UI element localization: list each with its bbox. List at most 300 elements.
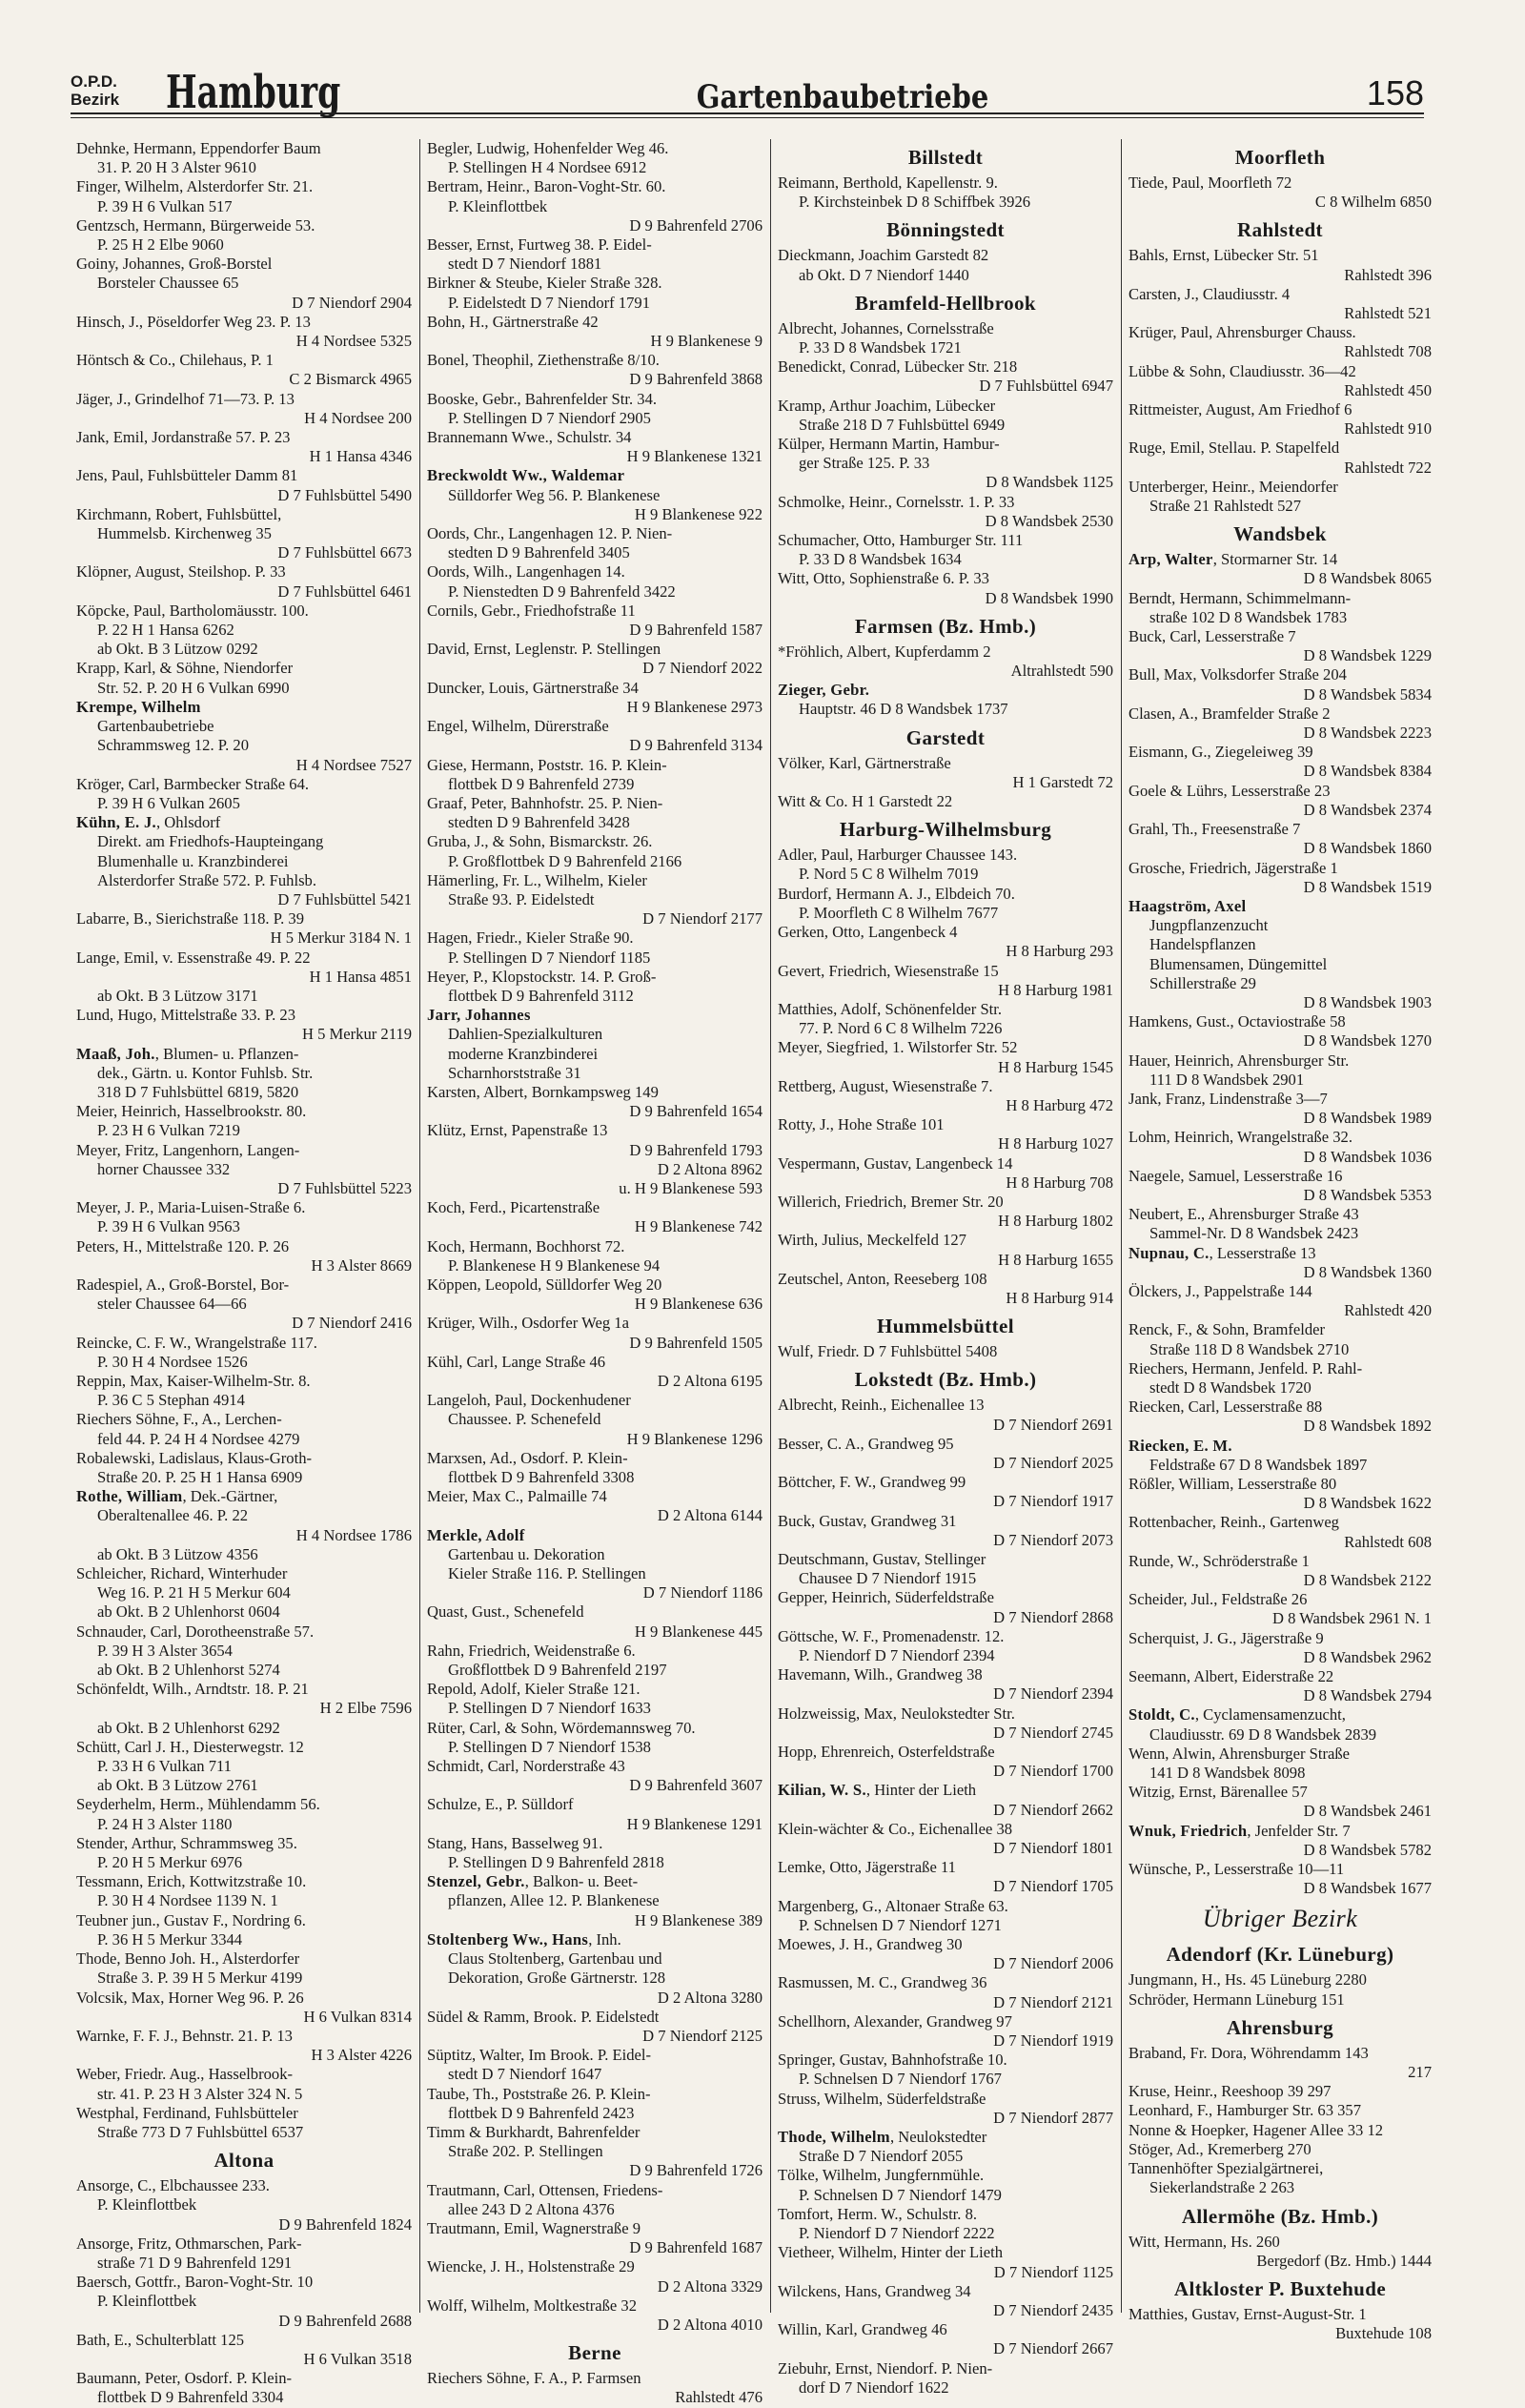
phone-line: D 7 Fuhlsbüttel 6673 xyxy=(277,543,412,562)
entry-line: 141 D 8 Wandsbek 8098 xyxy=(1149,1764,1306,1783)
directory-entry xyxy=(427,756,762,794)
entry-name: Seemann, Albert xyxy=(1128,1667,1234,1686)
entry-name: Köpcke, Paul xyxy=(76,601,162,620)
entry-name: Zieger, Gebr. xyxy=(778,681,870,700)
entry-line: Repold, Adolf, Kieler Straße 121. xyxy=(427,1680,640,1699)
phone-line: H 9 Blankenese 1296 xyxy=(626,1429,762,1448)
entry-line: Lund, Hugo, Mittelstraße 33. P. 23 xyxy=(76,1006,295,1025)
entry-line: Teubner jun., Gustav F., Nordring 6. xyxy=(76,1910,306,1929)
header-rule-thin xyxy=(71,117,1424,118)
entry-name: Schleicher, Richard xyxy=(76,1564,201,1583)
entry-line: dorf D 7 Niendorf 1622 xyxy=(799,2377,949,2397)
directory-entry xyxy=(1128,1437,1432,1475)
entry-name: Hämerling, Fr. L. xyxy=(427,870,538,889)
directory-entry xyxy=(427,1198,762,1236)
entry-line: Südel & Ramm, Brook. P. Eidelstedt xyxy=(427,2007,660,2026)
directory-entry xyxy=(778,2090,1113,2128)
entry-name: Seyderhelm, Herm. xyxy=(76,1795,200,1814)
entry-line: Rahn, Friedrich, Weidenstraße 6. xyxy=(427,1641,636,1660)
directory-entry xyxy=(76,1449,412,1487)
entry-line: Bonel, Theophil, Ziethenstraße 8/10. xyxy=(427,351,660,370)
directory-entry xyxy=(1128,2044,1432,2082)
entry-name: Brannemann Wwe. xyxy=(427,428,549,447)
entry-line: Kramp, Arthur Joachim, Lübecker xyxy=(778,396,996,415)
phone-line: H 1 Hansa 4346 xyxy=(309,447,412,466)
entry-name: Besser, Ernst xyxy=(427,235,510,255)
entry-line: Nupnau, C., Lesserstraße 13 xyxy=(1128,1243,1316,1262)
entry-line: Stender, Arthur, Schrammsweg 35. xyxy=(76,1833,297,1852)
entry-name: Arp, Walter xyxy=(1128,550,1213,569)
entry-line: moderne Kranzbinderei xyxy=(448,1044,599,1063)
directory-entry xyxy=(76,1334,412,1372)
phone-line: D 7 Niendorf 2177 xyxy=(642,909,762,929)
entry-line: Vespermann, Gustav, Langenbeck 14 xyxy=(778,1153,1013,1173)
phone-line: D 7 Niendorf 2435 xyxy=(993,2300,1113,2319)
entry-line: Unterberger, Heinr., Meiendorfer xyxy=(1128,477,1338,496)
entry-name: Unterberger, Heinr. xyxy=(1128,477,1251,496)
directory-entry xyxy=(427,1314,762,1352)
directory-entry xyxy=(427,1680,762,1718)
directory-entry xyxy=(778,569,1113,607)
directory-entry xyxy=(778,1897,1113,1935)
phone-line: D 7 Niendorf 2022 xyxy=(642,659,762,678)
directory-entry xyxy=(1128,1320,1432,1358)
entry-name: Jarr, Johannes xyxy=(427,1006,531,1025)
phone-line: C 2 Bismarck 4965 xyxy=(289,370,412,389)
entry-line: Rettberg, August, Wiesenstraße 7. xyxy=(778,1076,993,1095)
entry-name: Stang, Hans xyxy=(427,1833,504,1852)
entry-name: Graaf, Peter xyxy=(427,793,503,812)
entry-line: Völker, Karl, Gärtnerstraße xyxy=(778,753,951,772)
entry-name: Wolff, Wilhelm xyxy=(427,2296,526,2315)
entry-line: Baumann, Peter, Osdorf. P. Klein- xyxy=(76,2369,293,2388)
entry-name: Matthies, Adolf xyxy=(778,999,878,1018)
entry-line: Arp, Walter, Stormarner Str. 14 xyxy=(1128,550,1338,569)
entry-name: Schmolke, Heinr. xyxy=(778,492,888,511)
entry-line: Tomfort, Herm. W., Schulstr. 8. xyxy=(778,2204,978,2223)
directory-entry xyxy=(76,1622,412,1681)
directory-entry xyxy=(76,139,412,177)
page-header xyxy=(71,63,1424,137)
entry-line: Booske, Gebr., Bahrenfelder Str. 34. xyxy=(427,389,658,408)
entry-name: Ansorge, Fritz xyxy=(76,2234,168,2253)
entry-name: Gruba, J. xyxy=(427,832,485,851)
entry-line: Külper, Hermann Martin, Hambur- xyxy=(778,435,1000,454)
directory-entry xyxy=(1128,2121,1432,2140)
directory-entry xyxy=(76,602,412,660)
phone-line: D 8 Wandsbek 2223 xyxy=(1303,724,1432,743)
phone-line: D 8 Wandsbek 2530 xyxy=(985,511,1113,530)
directory-entry xyxy=(778,2359,1113,2398)
entry-line: Höntsch & Co., Chilehaus, P. 1 xyxy=(76,351,274,370)
entry-line: Riecken, Carl, Lesserstraße 88 xyxy=(1128,1398,1323,1417)
entry-line: str. 41. P. 23 H 3 Alster 324 N. 5 xyxy=(97,2084,303,2103)
phone-line: H 8 Harburg 914 xyxy=(1006,1288,1113,1307)
entry-name: Engel, Wilhelm xyxy=(427,717,527,736)
entry-line: Hinsch, J., Pöseldorfer Weg 23. P. 13 xyxy=(76,312,311,331)
entry-line: 31. P. 20 H 3 Alster 9610 xyxy=(97,158,256,177)
phone-line: D 7 Niendorf 2025 xyxy=(993,1453,1113,1472)
phone-line: D 8 Wandsbek 1860 xyxy=(1303,839,1432,858)
entry-name: Bertram, Heinr. xyxy=(427,177,526,196)
directory-entry xyxy=(76,1006,412,1044)
directory-entry xyxy=(427,235,762,274)
entry-line: Jungmann, H., Hs. 45 Lüneburg 2280 xyxy=(1128,1970,1367,1990)
entry-name: Köppen, Leopold xyxy=(427,1275,539,1294)
entry-name: Heyer, P. xyxy=(427,967,484,986)
entry-line: P. Moorfleth C 8 Wilhelm 7677 xyxy=(799,903,999,922)
phone-line: H 4 Nordsee 1786 xyxy=(295,1525,412,1544)
entry-name: Lund, Hugo xyxy=(76,1006,153,1025)
entry-name: Willin, Karl xyxy=(778,2320,854,2339)
phone-line: D 7 Niendorf 2877 xyxy=(993,2108,1113,2127)
entry-name: Radespiel, A. xyxy=(76,1275,161,1294)
phone-line: H 8 Harburg 293 xyxy=(1006,942,1113,961)
phone-line: D 2 Altona 3329 xyxy=(657,2276,762,2296)
directory-entry xyxy=(778,1193,1113,1231)
directory-entry xyxy=(1128,704,1432,743)
entry-name: Reincke, C. F. W. xyxy=(76,1333,188,1352)
entry-name: Deutschmann, Gustav xyxy=(778,1549,917,1568)
directory-entry xyxy=(778,1038,1113,1076)
entry-name: Teubner jun., Gustav F. xyxy=(76,1910,225,1929)
entry-name: Schütt, Carl J. H. xyxy=(76,1737,186,1756)
entry-line: Göttsche, W. F., Promenadenstr. 12. xyxy=(778,1626,1005,1645)
entry-name: Rahn, Friedrich xyxy=(427,1641,527,1660)
directory-entry xyxy=(778,435,1113,493)
entry-line: stedt D 8 Wandsbek 1720 xyxy=(1149,1377,1312,1397)
directory-entry xyxy=(1128,1590,1432,1628)
entry-name: Benedickt, Conrad xyxy=(778,357,897,377)
entry-line: Dieckmann, Joachim Garstedt 82 xyxy=(778,246,989,265)
entry-line: Straße D 7 Niendorf 2055 xyxy=(799,2147,964,2166)
entry-line: Schleicher, Richard, Winterhuder xyxy=(76,1564,288,1583)
bezirk-label: Bezirk xyxy=(71,91,120,109)
entry-name: Westphal, Ferdinand xyxy=(76,2103,207,2122)
entry-name: Stenzel, Gebr. xyxy=(427,1872,525,1891)
entry-line: Finger, Wilhelm, Alsterdorfer Str. 21. xyxy=(76,177,314,196)
entry-name: Burdorf, Hermann A. J. xyxy=(778,884,927,903)
entry-name: Höntsch & Co. xyxy=(76,351,173,370)
entry-line: P. 20 H 5 Merkur 6976 xyxy=(97,1853,243,1872)
directory-entry xyxy=(76,2065,412,2103)
entry-name: Springer, Gustav xyxy=(778,2051,884,2070)
phone-line: D 8 Wandsbek 8065 xyxy=(1303,569,1432,588)
phone-line: D 7 Niendorf 2125 xyxy=(642,2026,762,2045)
phone-line: D 7 Niendorf 1186 xyxy=(642,1583,762,1602)
directory-entry xyxy=(427,139,762,177)
directory-entry xyxy=(76,949,412,1007)
entry-name: Meier, Max C. xyxy=(427,1487,520,1506)
entry-line: Clasen, A., Bramfelder Straße 2 xyxy=(1128,704,1331,723)
directory-entry xyxy=(427,2296,762,2335)
entry-line: Trautmann, Carl, Ottensen, Friedens- xyxy=(427,2180,663,2199)
entry-line: Klöpner, August, Steilshop. P. 33 xyxy=(76,562,286,582)
entry-line: Schröder, Hermann Lüneburg 151 xyxy=(1128,1990,1345,2009)
locality-heading: Bönningstedt xyxy=(886,218,1005,242)
entry-name: Hagen, Friedr. xyxy=(427,929,518,948)
phone-line: D 7 Niendorf 1700 xyxy=(993,1762,1113,1781)
phone-line: D 9 Bahrenfeld 1587 xyxy=(629,621,762,640)
directory-entry xyxy=(76,390,412,428)
entry-name: Tomfort, Herm. W. xyxy=(778,2204,899,2223)
directory-entry xyxy=(76,313,412,351)
entry-name: Vietheer, Wilhelm xyxy=(778,2243,893,2262)
directory-entry xyxy=(778,962,1113,1000)
entry-line: P. Schnelsen D 7 Niendorf 1479 xyxy=(799,2185,1002,2204)
entry-line: Sülldorfer Weg 56. P. Blankenese xyxy=(448,485,661,504)
directory-entry xyxy=(76,1680,412,1738)
entry-line: Meyer, Siegfried, 1. Wilstorfer Str. 52 xyxy=(778,1038,1018,1057)
entry-line: *Fröhlich, Albert, Kupferdamm 2 xyxy=(778,642,991,661)
entry-line: flottbek D 9 Bahrenfeld 2423 xyxy=(448,2103,635,2122)
entry-name: Renck, F. xyxy=(1128,1320,1189,1339)
entry-name: Rößler, William xyxy=(1128,1475,1230,1493)
entry-name: Reimann, Berthold xyxy=(778,173,899,192)
directory-entry xyxy=(427,1006,762,1083)
entry-line: Wulf, Friedr. D 7 Fuhlsbüttel 5408 xyxy=(778,1342,998,1361)
entry-line: Straße 218 D 7 Fuhlsbüttel 6949 xyxy=(799,415,1006,434)
directory-entry xyxy=(778,1342,1113,1361)
entry-line: Süptitz, Walter, Im Brook. P. Eidel- xyxy=(427,2046,652,2065)
entry-line: ger Straße 125. P. 33 xyxy=(799,454,930,473)
entry-line: dek., Gärtn. u. Kontor Fuhlsb. Str. xyxy=(97,1063,314,1082)
directory-entry xyxy=(76,1275,412,1334)
entry-name: Bahls, Ernst xyxy=(1128,246,1207,265)
entry-line: Hauer, Heinrich, Ahrensburger Str. xyxy=(1128,1051,1350,1070)
entry-line: Tölke, Wilhelm, Jungfernmühle. xyxy=(778,2166,985,2185)
directory-entry xyxy=(1128,1282,1432,1320)
directory-entry xyxy=(427,2219,762,2257)
entry-line: horner Chaussee 332 xyxy=(97,1159,231,1178)
entry-line: Jäger, J., Grindelhof 71—73. P. 13 xyxy=(76,389,295,408)
entry-name: Kilian, W. S. xyxy=(778,1781,866,1800)
entry-line: flottbek D 9 Bahrenfeld 3308 xyxy=(448,1468,635,1487)
directory-entry xyxy=(778,1473,1113,1511)
entry-line: Oords, Chr., Langenhagen 12. P. Nien- xyxy=(427,524,673,543)
entry-name: Holzweissig, Max xyxy=(778,1704,893,1723)
entry-line: Riechers Söhne, F. A., P. Farmsen xyxy=(427,2369,641,2388)
directory-entry xyxy=(1128,2159,1432,2197)
entry-line: Hopp, Ehrenreich, Osterfeldstraße xyxy=(778,1743,995,1762)
entry-line: Kröger, Carl, Barmbecker Straße 64. xyxy=(76,774,310,793)
directory-entry xyxy=(76,2104,412,2142)
entry-name: Nupnau, C. xyxy=(1128,1243,1210,1262)
entry-line: Schumacher, Otto, Hamburger Str. 111 xyxy=(778,531,1024,550)
phone-line: D 7 Niendorf 2691 xyxy=(993,1415,1113,1434)
entry-name: Krapp, Karl, & Söhne xyxy=(76,659,216,678)
directory-entry xyxy=(1128,1822,1432,1860)
entry-line: Riechers, Hermann, Jenfeld. P. Rahl- xyxy=(1128,1358,1363,1377)
entry-line: Leonhard, F., Hamburger Str. 63 357 xyxy=(1128,2101,1362,2120)
directory-entry xyxy=(76,1045,412,1103)
entry-line: ab Okt. B 2 Uhlenhorst 6292 xyxy=(97,1718,280,1737)
entry-line: Wünsche, P., Lesserstraße 10—11 xyxy=(1128,1860,1345,1879)
directory-entry xyxy=(1128,478,1432,516)
locality-heading: Wandsbek xyxy=(1233,522,1327,546)
phone-line: Rahlstedt 420 xyxy=(1344,1301,1432,1320)
entry-name: Wulf, Friedr. xyxy=(778,1342,860,1361)
phone-line: H 9 Blankenese 636 xyxy=(634,1295,762,1314)
entry-name: Lübbe & Sohn xyxy=(1128,361,1222,380)
entry-line: Stoltenberg Ww., Hans, Inh. xyxy=(427,1929,621,1949)
entry-name: Baumann, Peter xyxy=(76,2369,177,2388)
entry-line: Hamkens, Gust., Octaviostraße 58 xyxy=(1128,1012,1346,1031)
directory-entry xyxy=(76,1564,412,1622)
directory-entry xyxy=(76,351,412,389)
directory-entry xyxy=(1128,2233,1432,2271)
entry-name: Carsten, J. xyxy=(1128,284,1195,303)
phone-line: H 9 Blankenese 2973 xyxy=(626,697,762,716)
entry-name: Bohn, H. xyxy=(427,312,485,331)
entry-line xyxy=(1128,1437,1432,1456)
directory-entry xyxy=(1128,1167,1432,1205)
entry-name: Timm & Burkhardt xyxy=(427,2122,550,2141)
entry-line: P. 22 H 1 Hansa 6262 xyxy=(97,621,234,640)
directory-entry xyxy=(778,493,1113,531)
entry-line: Witt & Co. H 1 Garstedt 22 xyxy=(778,792,953,811)
phone-line: H 6 Vulkan 8314 xyxy=(303,2007,412,2026)
directory-entry xyxy=(1128,2082,1432,2101)
entry-line: Ansorge, Fritz, Othmarschen, Park- xyxy=(76,2234,302,2253)
entry-line: Hauptstr. 46 D 8 Wandsbek 1737 xyxy=(799,700,1008,719)
entry-line: Bull, Max, Volksdorfer Straße 204 xyxy=(1128,665,1347,684)
phone-line: D 7 Niendorf 1917 xyxy=(993,1492,1113,1511)
entry-line: Witt, Hermann, Hs. 260 xyxy=(1128,2232,1280,2251)
directory-entry xyxy=(427,2085,762,2123)
directory-entry xyxy=(778,792,1113,811)
entry-line: P. 39 H 6 Vulkan 9563 xyxy=(97,1217,240,1236)
phone-line: H 8 Harburg 472 xyxy=(1006,1095,1113,1114)
entry-line: Langeloh, Paul, Dockenhudener xyxy=(427,1391,631,1410)
directory-entry xyxy=(76,1410,412,1448)
entry-line: Carsten, J., Claudiusstr. 4 xyxy=(1128,284,1291,303)
directory-entry xyxy=(778,357,1113,396)
entry-name: Duncker, Louis xyxy=(427,678,525,697)
entry-line: Tessmann, Erich, Kottwitzstraße 10. xyxy=(76,1872,307,1891)
directory-entry xyxy=(427,1795,762,1833)
directory-entry xyxy=(427,2181,762,2219)
directory-entry xyxy=(427,524,762,562)
phone-line: H 5 Merkur 3184 N. 1 xyxy=(270,929,412,948)
phone-line: Rahlstedt 708 xyxy=(1344,342,1432,361)
entry-name: Tannenhöfter Spezialgärtnerei xyxy=(1128,2159,1320,2178)
entry-name: Besser, C. A. xyxy=(778,1434,861,1453)
directory-entry xyxy=(76,2027,412,2065)
entry-line: Giese, Hermann, Poststr. 16. P. Klein- xyxy=(427,755,667,774)
entry-name: Haagström, Axel xyxy=(1128,896,1247,915)
entry-name: Grahl, Th. xyxy=(1128,820,1194,839)
entry-line: stedten D 9 Bahrenfeld 3405 xyxy=(448,543,630,562)
entry-line: Nonne & Hoepker, Hagener Allee 33 12 xyxy=(1128,2120,1384,2139)
entry-name: Booske, Gebr. xyxy=(427,389,518,408)
entry-line: flottbek D 9 Bahrenfeld 3304 xyxy=(97,2388,284,2407)
entry-line: Koch, Ferd., Picartenstraße xyxy=(427,1198,600,1217)
entry-line: P. Stellingen D 7 Niendorf 1538 xyxy=(448,1737,651,1756)
phone-line: D 7 Niendorf 1705 xyxy=(993,1877,1113,1896)
directory-entry xyxy=(778,1665,1113,1704)
entry-name: Gerken, Otto xyxy=(778,923,861,942)
entry-name: Hopp, Ehrenreich xyxy=(778,1743,890,1762)
entry-name: Cornils, Gebr. xyxy=(427,601,517,620)
directory-entry xyxy=(1128,1860,1432,1898)
entry-line: Rasmussen, M. C., Grandweg 36 xyxy=(778,1973,987,1992)
entry-line: Runde, W., Schröderstraße 1 xyxy=(1128,1551,1310,1570)
entry-name: Repold, Adolf xyxy=(427,1680,518,1699)
phone-line: D 8 Wandsbek 1229 xyxy=(1303,646,1432,665)
entry-name: Bull, Max xyxy=(1128,665,1193,684)
directory-entry xyxy=(427,1391,762,1449)
directory-entry xyxy=(76,1949,412,1988)
entry-name: Thode, Wilhelm xyxy=(778,2128,890,2147)
phone-line: H 8 Harburg 1655 xyxy=(998,1250,1113,1269)
directory-entry xyxy=(778,1000,1113,1038)
entry-line: Matthies, Adolf, Schönenfelder Str. xyxy=(778,999,1003,1018)
phone-line: u. H 9 Blankenese 593 xyxy=(619,1178,762,1197)
entry-line: P. Stellingen D 7 Niendorf 2905 xyxy=(448,408,651,427)
entry-line: Kirchmann, Robert, Fuhlsbüttel, xyxy=(76,504,282,523)
directory-entry xyxy=(76,1738,412,1796)
entry-line: Gentzsch, Hermann, Bürgerweide 53. xyxy=(76,215,315,235)
phone-line: D 8 Wandsbek 2374 xyxy=(1303,800,1432,819)
entry-line: Stenzel, Gebr., Balkon- u. Beet- xyxy=(427,1872,639,1891)
locality-heading: Adendorf (Kr. Lüneburg) xyxy=(1166,1943,1394,1967)
entry-line: Hämerling, Fr. L., Wilhelm, Kieler xyxy=(427,870,647,889)
entry-line: Wirth, Julius, Meckelfeld 127 xyxy=(778,1231,966,1250)
entry-name: Koch, Hermann xyxy=(427,1236,528,1255)
entry-line: Wenn, Alwin, Ahrensburger Straße xyxy=(1128,1744,1351,1763)
entry-line: ab Okt. D 7 Niendorf 1440 xyxy=(799,265,969,284)
entry-name: Kröger, Carl xyxy=(76,774,156,793)
directory-entry xyxy=(427,1121,762,1198)
directory-entry xyxy=(427,1526,762,1603)
directory-entry xyxy=(1128,323,1432,361)
entry-line: Rößler, William, Lesserstraße 80 xyxy=(1128,1475,1337,1493)
entry-line: Meier, Max C., Palmaille 74 xyxy=(427,1487,607,1506)
entry-name: Wilckens, Hans xyxy=(778,2281,878,2300)
entry-line: Wilckens, Hans, Grandweg 34 xyxy=(778,2281,971,2300)
locality-heading: Altona xyxy=(214,2149,274,2173)
entry-line: Handelspflanzen xyxy=(1149,935,1256,954)
phone-line: H 3 Alster 4226 xyxy=(311,2046,412,2065)
phone-line: Altrahlstedt 590 xyxy=(1010,662,1113,681)
directory-entry xyxy=(1128,550,1432,588)
entry-name: Maaß, Joh. xyxy=(76,1044,155,1063)
entry-line: Moewes, J. H., Grandweg 30 xyxy=(778,1935,963,1954)
entry-line: Trautmann, Emil, Wagnerstraße 9 xyxy=(427,2218,641,2237)
entry-line: Straße 118 D 8 Wandsbek 2710 xyxy=(1149,1339,1350,1358)
entry-name: Rottenbacher, Reinh. xyxy=(1128,1513,1262,1532)
entry-line: Str. 52. P. 20 H 6 Vulkan 6990 xyxy=(97,678,290,697)
directory-entry xyxy=(778,1270,1113,1308)
entry-name: Riecken, Carl xyxy=(1128,1398,1216,1417)
entry-name: Klöpner, August xyxy=(76,562,181,582)
entry-line: Timm & Burkhardt, Bahrenfelder xyxy=(427,2122,640,2141)
entry-line: Lange, Emil, v. Essenstraße 49. P. 22 xyxy=(76,948,311,967)
locality-heading: Allermöhe (Bz. Hmb.) xyxy=(1181,2204,1379,2228)
entry-line: Schellhorn, Alexander, Grandweg 97 xyxy=(778,2011,1012,2030)
entry-line: Bohn, H., Gärtnerstraße 42 xyxy=(427,312,599,331)
entry-name: Schnauder, Carl xyxy=(76,1622,178,1641)
entry-line: Ansorge, C., Elbchaussee 233. xyxy=(76,2176,270,2195)
entry-line: Renck, F., & Sohn, Bramfelder xyxy=(1128,1320,1326,1339)
entry-line: Scharnhorststraße 31 xyxy=(448,1063,581,1082)
entry-name: Schulze, E. xyxy=(427,1795,499,1814)
directory-entry xyxy=(778,1743,1113,1781)
directory-entry xyxy=(1128,1783,1432,1821)
entry-line: steler Chaussee 64—66 xyxy=(97,1295,247,1314)
directory-entry xyxy=(778,173,1113,212)
